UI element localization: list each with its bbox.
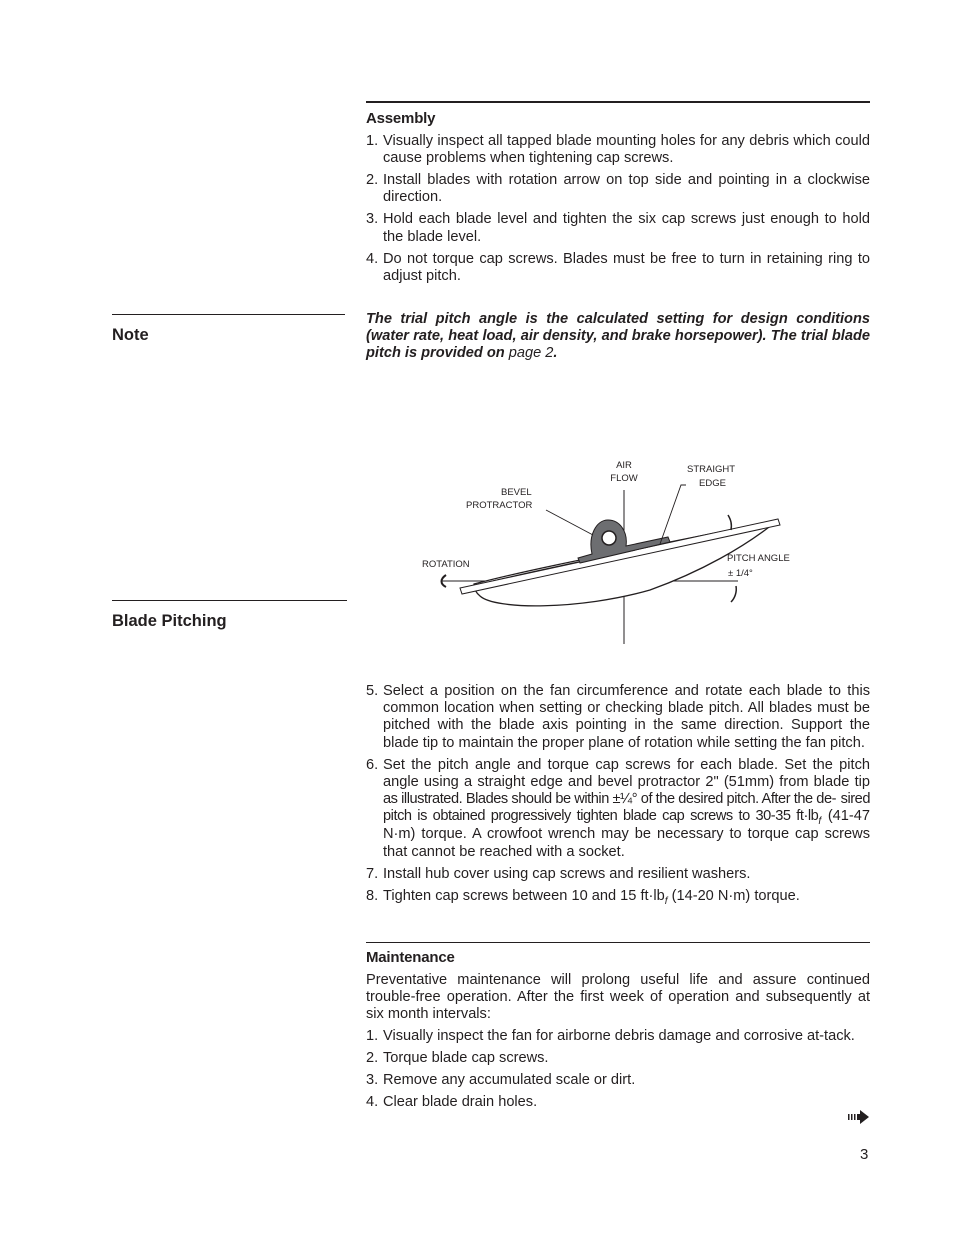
list-item [366, 866, 870, 883]
label-air: AIR [616, 460, 632, 471]
blade-pitching-side-rule [112, 600, 347, 601]
list-item [366, 172, 870, 206]
step-number: 2. [366, 1050, 379, 1067]
step-number: 2. [366, 172, 379, 189]
step-text: Do not torque cap screws. Blades must be free to turn in retaining ring to adjust pitch. [383, 250, 870, 284]
step-text: Hold each blade level and tighten the six cap screws just enough to hold the blade level. [383, 211, 870, 245]
step-text: (41-47 N·m) torque. A crowfoot wrench may be necessary to torque cap screws that cannot be reached with a socket. [383, 808, 870, 860]
step-number: 1. [366, 1028, 379, 1045]
assembly-steps [366, 133, 870, 290]
step-text-condensed: sired pitch is obtained progressively tighten blade cap screws to 30-35 ft·lb [383, 791, 870, 825]
maintenance-heading: Maintenance [366, 949, 455, 966]
protractor-pivot [602, 531, 616, 545]
step-text: Remove any accumulated scale or dirt. [383, 1072, 636, 1089]
step-number: 1. [366, 133, 379, 149]
step-number: 4. [366, 250, 379, 267]
step-number: 3. [366, 1072, 379, 1089]
label-tolerance: ± 1/4° [728, 568, 753, 579]
step-number: 3. [366, 211, 379, 228]
list-item [366, 1050, 870, 1067]
note-block [366, 311, 870, 363]
step-text: Select a position on the fan circumference and rotate each blade to this common location when setting or checking blade pitch. All blades must be pitched with the blade axis pointing in the same direction. Support the blade tip to maintain the proper plane of rotation while setting the fan pitch. [383, 683, 870, 751]
note-text: The trial pitch angle is the calculated setting for design conditions (water rate, heat load, air density, and brake horsepower). The trial blade pitch is provided on [366, 311, 870, 362]
label-rotation: ROTATION [422, 559, 470, 570]
page-number: 3 [860, 1146, 869, 1163]
subscript-f: f [818, 816, 822, 828]
list-item [366, 1028, 870, 1045]
label-edge: EDGE [699, 478, 726, 489]
label-pitch-angle: PITCH ANGLE [727, 553, 790, 564]
step-number: 8. [366, 887, 379, 904]
step-text: Install hub cover using cap screws and resilient washers. [383, 865, 751, 882]
label-flow: FLOW [610, 473, 638, 484]
step-text-condensed: as illustrated. Blades should be within ±¼° of the desired pitch. After the de- [383, 791, 837, 808]
list-item [366, 1094, 870, 1111]
step-text: (14-20 N·m) torque. [667, 887, 800, 904]
label-straight: STRAIGHT [687, 464, 736, 475]
list-item [366, 251, 870, 285]
step-text: Torque blade cap screws. [383, 1050, 549, 1067]
blade-pitching-heading: Blade Pitching [112, 612, 227, 630]
pitch-angle-arc-top [728, 515, 731, 530]
step-number: 6. [366, 756, 379, 773]
blade-pitch-diagram [400, 452, 810, 652]
continue-arrow-icon[interactable] [848, 1110, 870, 1124]
step-number: 7. [366, 865, 379, 882]
list-item [366, 133, 870, 167]
note-heading: Note [112, 326, 149, 344]
step-text: Visually inspect all tapped blade mounting holes for any debris which could cause problems when tightening cap screws. [383, 133, 870, 167]
note-end: . [553, 345, 558, 362]
maintenance-intro: Preventative maintenance will prolong useful life and assure continued trouble-free operation. After the first week of operation and subsequently at six month intervals: [366, 972, 870, 1023]
step-text: Visually inspect the fan for airborne debris damage and corrosive at-tack. [383, 1028, 855, 1045]
list-item [366, 211, 870, 245]
step-text: Install blades with rotation arrow on top side and pointing in a clockwise direction. [383, 172, 870, 206]
straight-edge-leader-line [660, 485, 686, 544]
list-item [366, 683, 870, 752]
note-page-reference[interactable]: page 2 [508, 345, 554, 362]
maintenance-block [366, 972, 870, 1116]
note-side-rule [112, 314, 345, 315]
step-number: 4. [366, 1094, 379, 1111]
label-protractor: PROTRACTOR [466, 500, 533, 511]
bevel-leader-line [546, 510, 593, 535]
subscript-f: f [664, 895, 668, 907]
pitching-steps [366, 683, 870, 911]
label-bevel: BEVEL [501, 487, 532, 498]
step-number: 5. [366, 683, 379, 699]
list-item [366, 888, 870, 906]
list-item [366, 757, 870, 861]
pitch-angle-arc-bottom [731, 586, 736, 602]
maintenance-top-rule [366, 942, 870, 943]
step-text: Set the pitch angle and torque cap screws for each blade. Set the pitch angle using a straight edge and bevel protractor 2" (51mm) from blade tip [383, 756, 870, 790]
list-item [366, 1072, 870, 1089]
step-text: Tighten cap screws between 10 and 15 ft·lb [383, 887, 665, 904]
assembly-heading: Assembly [366, 110, 436, 127]
assembly-top-rule [366, 101, 870, 103]
step-text: Clear blade drain holes. [383, 1094, 538, 1111]
